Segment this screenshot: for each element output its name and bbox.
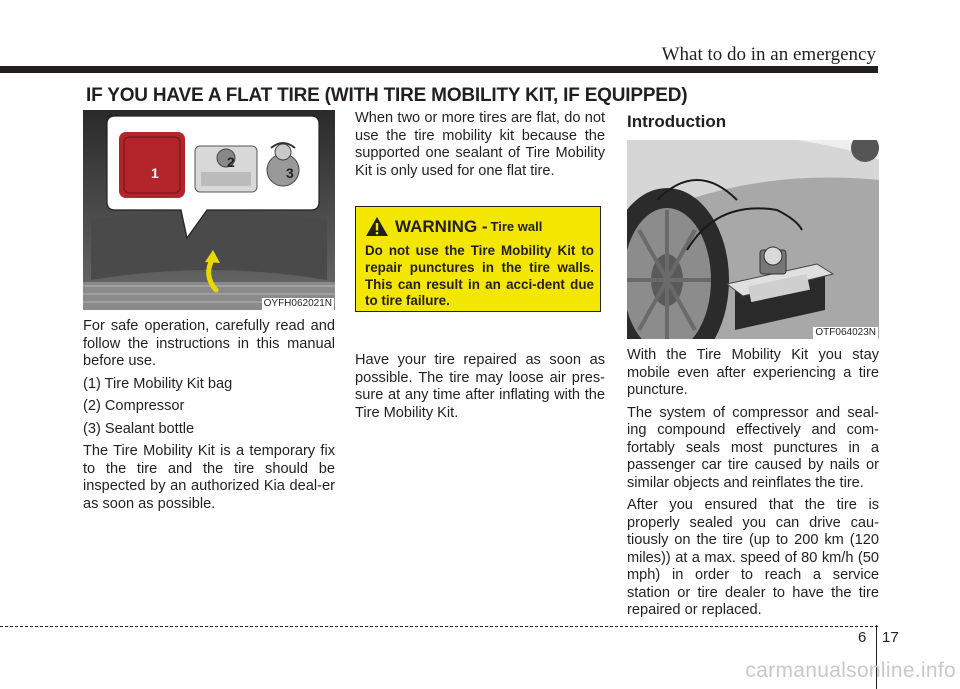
section-heading: IF YOU HAVE A FLAT TIRE (WITH TIRE MOBILITY KIT, IF EQUIPPED) [86, 85, 688, 106]
stay-mobile-paragraph: With the Tire Mobility Kit you stay mobile even after experiencing a tire puncture. [627, 347, 879, 398]
page-number: 17 [882, 629, 899, 646]
kit-item: (3) Sealant bottle [83, 420, 195, 437]
callout-3: 3 [286, 165, 294, 181]
footer-rule [0, 626, 878, 627]
chapter-number: 6 [858, 629, 867, 646]
column-2 [355, 110, 605, 427]
column-1 [83, 110, 335, 518]
kit-item: (2) Compressor [83, 398, 185, 414]
warning-text: Do not use the Tire Mobility Kit to repair punctures in the tire walls. This can result in an acci-dent due to tire failure. [365, 243, 594, 309]
callout-2: 2 [227, 154, 235, 170]
callout-1: 1 [151, 165, 159, 181]
intro-paragraph: For safe operation, carefully read and follow the instructions in this manual before use. [83, 318, 335, 369]
warning-triangle-icon [365, 216, 389, 237]
repair-soon-paragraph: Have your tire repaired as soon as possible. The tire may loose air pres-sure at any time after inflating with the Tire Mobility Kit. [355, 352, 605, 421]
watermark: carmanualsonline.info [745, 659, 956, 682]
compressor-photo [627, 140, 879, 339]
header-rule [0, 66, 878, 73]
header-title: What to do in an emergency [661, 44, 876, 65]
warning-label: WARNING - [395, 216, 488, 236]
system-paragraph: The system of compressor and seal-ing compound effectively and com-fortably seals most punctures in a passenger car tire caused by nails or similar objects and reinflates the tire. [627, 404, 879, 491]
introduction-heading: Introduction [627, 112, 727, 131]
trunk-illustration [83, 110, 335, 310]
kit-item: (1) Tire Mobility Kit bag [83, 375, 233, 392]
image-code: OYFH062021N [263, 298, 332, 309]
trunk-kit-photo [83, 110, 335, 310]
warning-subtitle: Tire wall [490, 218, 543, 234]
multiple-flat-paragraph: When two or more tires are flat, do not use the tire mobility kit because the supported one sealant of Tire Mobility Kit is only used for one flat tire. [355, 110, 605, 179]
image-code: OTF064023N [815, 327, 876, 338]
temporary-fix-note: The Tire Mobility Kit is a temporary fix to the tire and the tire should be inspected by an authorized Kia deal-er as soon as possible. [83, 443, 335, 512]
drive-cautiously-paragraph: After you ensured that the tire is properly sealed you can drive cau-tiously on the tire (up to 200 km (120 miles)) at a max. speed of 80 km/h (50 mph) in order to reach a service station or tire dealer to have the tire repaired or replaced. [627, 497, 879, 618]
warning-header [365, 216, 594, 237]
tire-compressor-illustration [627, 140, 879, 339]
warning-box [355, 206, 601, 312]
column-3 [627, 110, 879, 625]
